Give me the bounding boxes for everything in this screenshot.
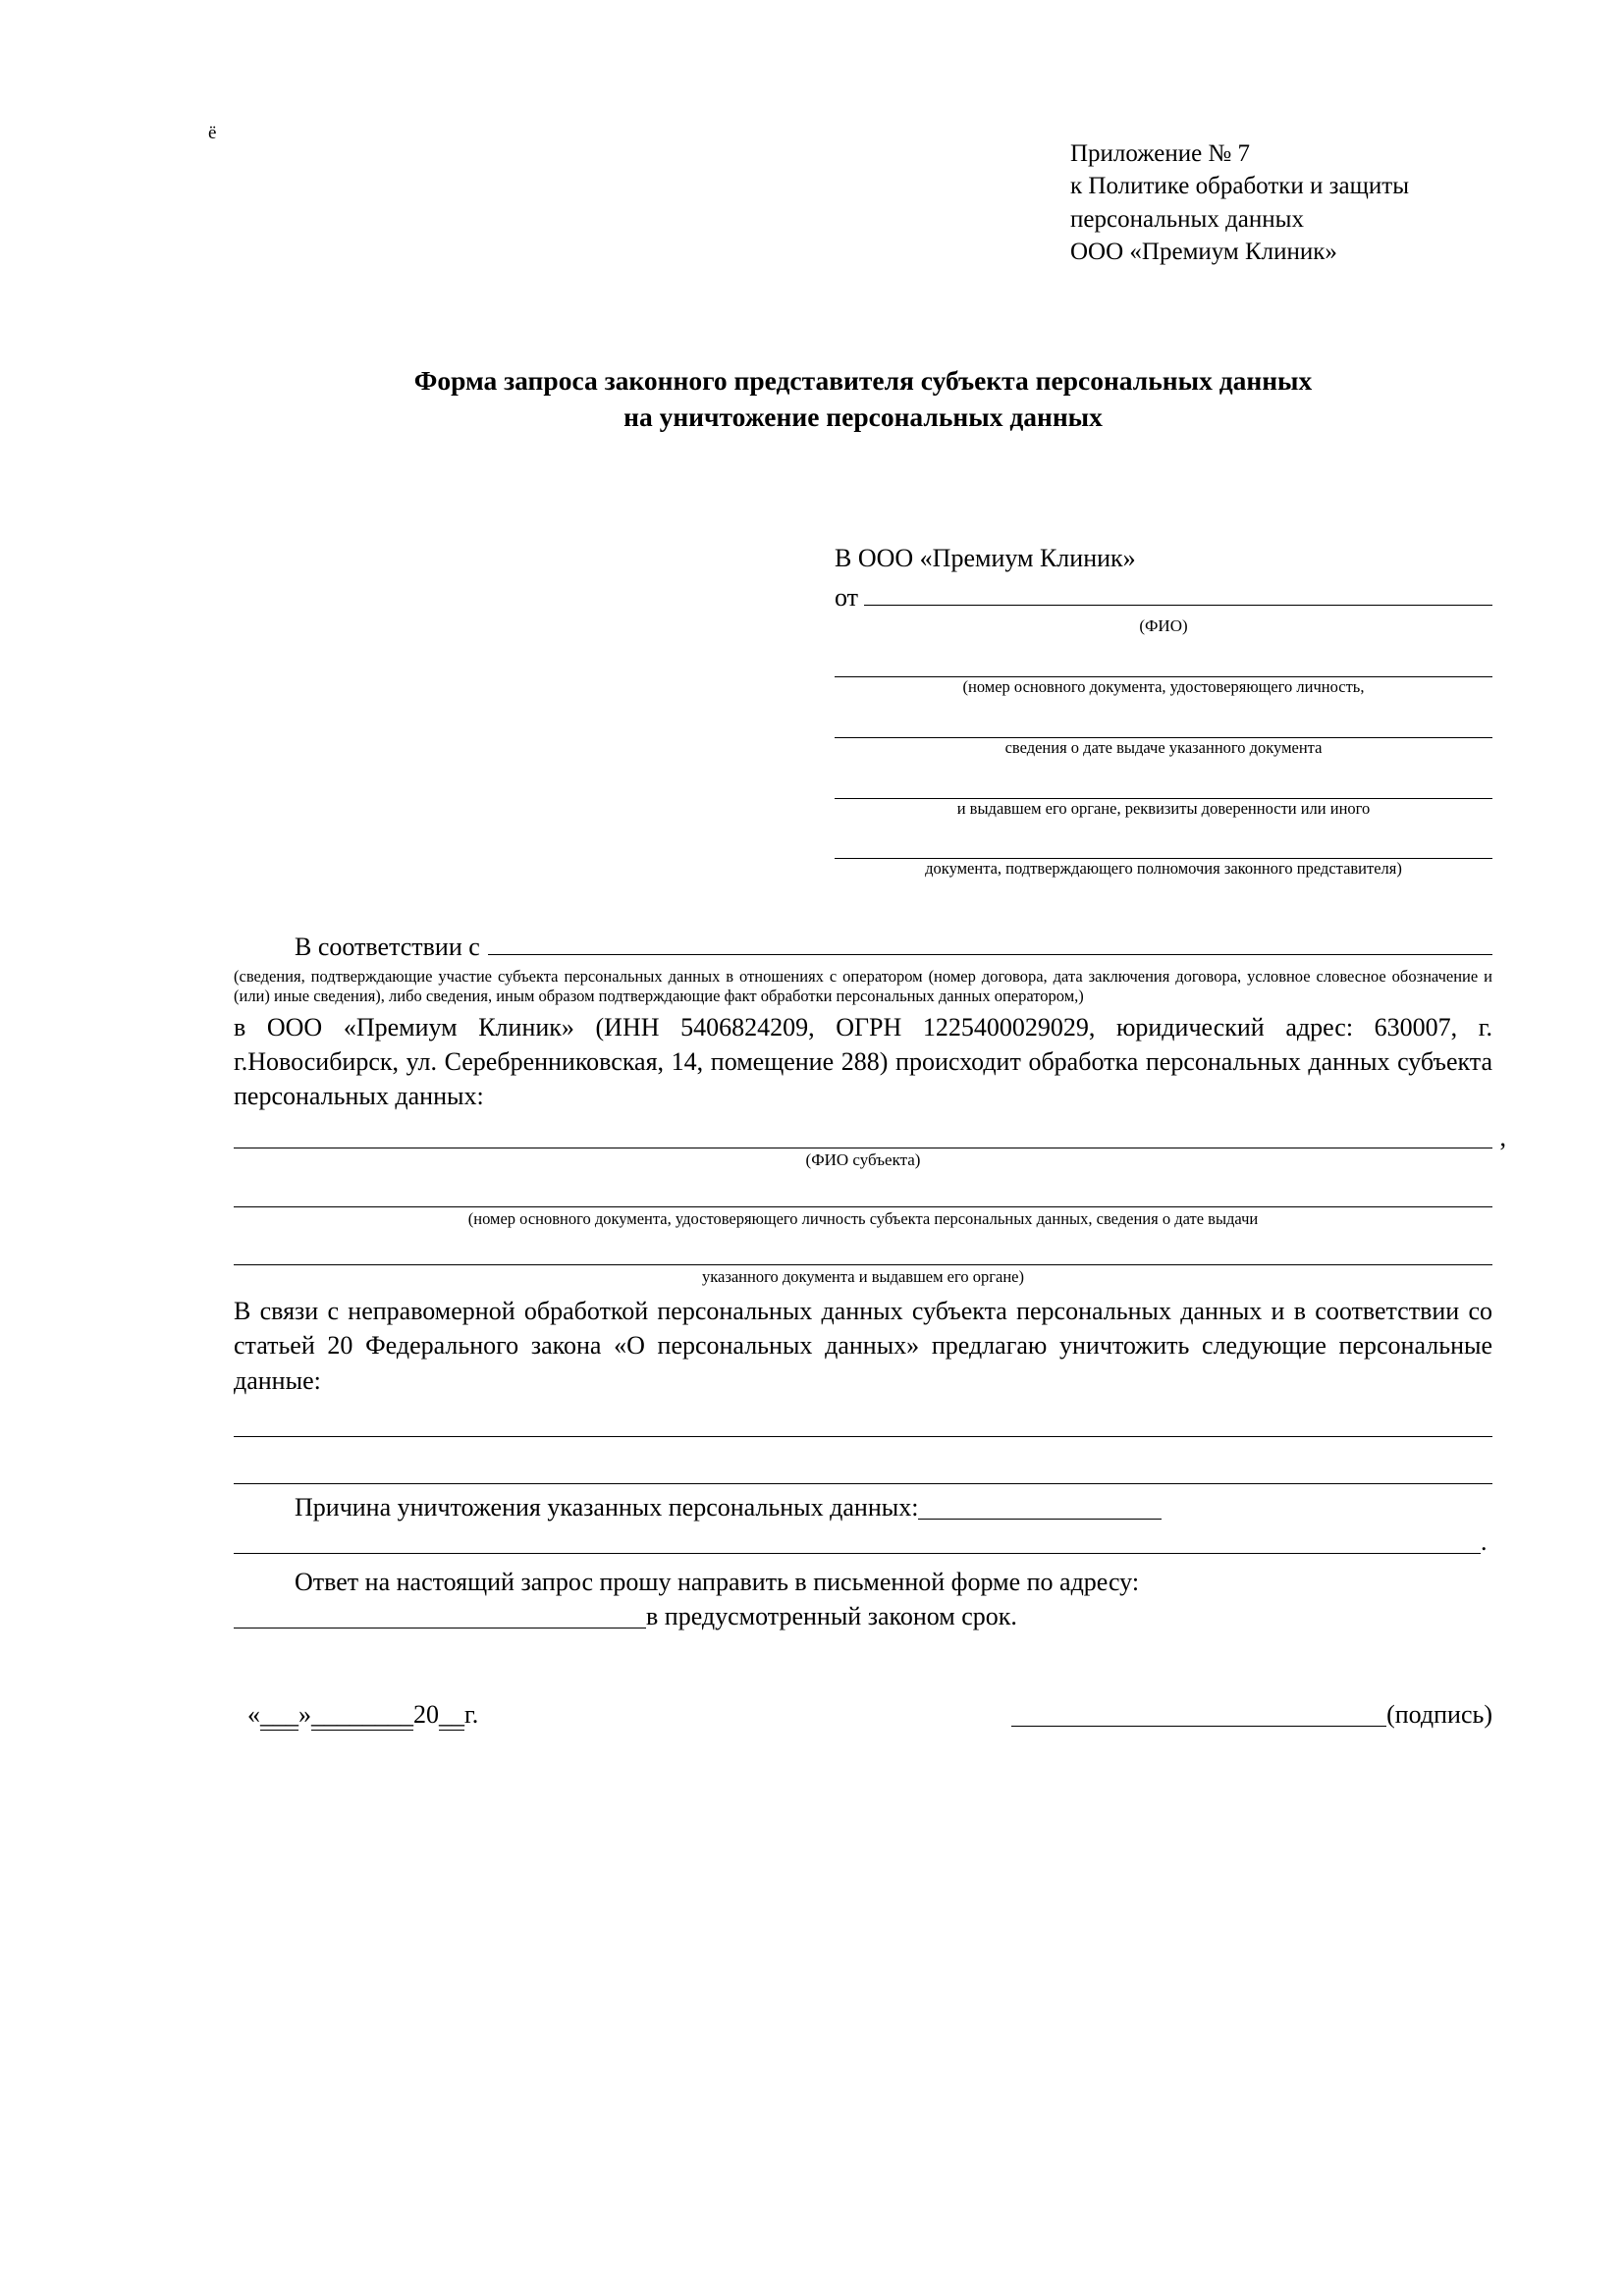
addressee-block: [835, 542, 1492, 880]
accordance-note: (сведения, подтверждающие участие субъекта персональных данных в отношениях с оператором (номер договора, дата заключения договора, условное словесное обозначение и (или) иные сведения), либо сведения, иным образом подтверждающие факт обработки персональных данных оператором,): [234, 966, 1492, 1005]
appendix-line-1: Приложение № 7: [1070, 140, 1251, 167]
answer-address-input-line[interactable]: [234, 1608, 646, 1629]
unlawful-paragraph: В связи с неправомерной обработкой персональных данных субъекта персональных данных и в соответствии со статьей 20 Федерального закона «О персональных данных» предлагаю уничтожить следующие персональные данные:: [234, 1297, 1492, 1395]
accordance-label: В соответствии с: [295, 932, 480, 961]
signature-field: [1011, 1700, 1492, 1730]
caption-document-issuer: и выдавшем его органе, реквизиты доверенности или иного: [956, 798, 1371, 818]
caption-document-number: (номер основного документа, удостоверяющего личность,: [962, 677, 1365, 697]
signature-caption: (подпись): [1386, 1699, 1492, 1729]
page-title: [234, 362, 1492, 436]
date-field: [247, 1700, 478, 1731]
date-close-quote: »: [298, 1699, 311, 1729]
doc-date-input-line[interactable]: [835, 716, 1492, 738]
appendix-header: [1070, 137, 1492, 268]
doc-issuer-input-line[interactable]: [835, 776, 1492, 799]
body-block: [234, 931, 1506, 1633]
reason-row: [234, 1490, 1492, 1524]
document-content: [234, 137, 1506, 1731]
subject-doc-input-line[interactable]: [234, 1182, 1492, 1207]
date-suffix: г.: [464, 1699, 479, 1729]
subject-doc-issuer-input-line[interactable]: [234, 1240, 1492, 1265]
page-title-line-2: на уничтожение персональных данных: [623, 401, 1103, 433]
date-year-prefix: 20: [413, 1699, 439, 1729]
from-field-row: [835, 581, 1492, 614]
subject-fio-row: [234, 1122, 1506, 1151]
date-year-input[interactable]: __: [439, 1699, 464, 1729]
caption-subject-doc-2: указанного документа и выдавшем его органе): [702, 1267, 1024, 1287]
signature-input-line[interactable]: [1011, 1706, 1386, 1727]
reason-label: Причина уничтожения указанных персональных данных:: [295, 1492, 919, 1522]
answer-label: Ответ на настоящий запрос прошу направить в письменной форме по адресу:: [295, 1567, 1140, 1596]
subject-fio-input-line[interactable]: [234, 1123, 1492, 1148]
answer-row-2: [234, 1599, 1492, 1633]
appendix-line-3: персональных данных: [1070, 205, 1304, 233]
accordance-input-line[interactable]: [488, 933, 1492, 955]
doc-number-input-line[interactable]: [835, 655, 1492, 677]
appendix-line-2: к Политике обработки и защиты: [1070, 173, 1410, 200]
subject-fio-comma: ,: [1499, 1122, 1506, 1151]
data-to-destroy-line-1[interactable]: [234, 1412, 1492, 1437]
date-open-quote: «: [247, 1699, 260, 1729]
answer-tail: в предусмотренный законом срок.: [646, 1601, 1017, 1630]
answer-row: [234, 1565, 1492, 1599]
date-month-input[interactable]: ________: [311, 1699, 413, 1729]
reason-input-line-1[interactable]: [918, 1499, 1162, 1520]
caption-subject-doc-1: (номер основного документа, удостоверяющего личность субъекта персональных данных, сведения о дате выдачи: [467, 1209, 1259, 1229]
caption-document-date: сведения о дате выдаче указанного документа: [1004, 738, 1323, 758]
date-day-input[interactable]: ___: [260, 1699, 298, 1729]
stray-character: ё: [208, 123, 217, 143]
reason-input-line-2[interactable]: [234, 1533, 1481, 1554]
operator-paragraph: в ООО «Премиум Клиник» (ИНН 5406824209, ОГРН 1225400029029, юридический адрес: 630007, г. г.Новосибирск, ул. Серебренниковская, 14, помещение 288) происходит обработка персональных данных субъекта персональных данных:: [234, 1013, 1492, 1111]
caption-fio: (ФИО): [1139, 616, 1188, 636]
from-label: от: [835, 582, 859, 612]
page-title-line-1: Форма запроса законного представителя субъекта персональных данных: [413, 365, 1313, 396]
appendix-line-4: ООО «Премиум Клиник»: [1070, 238, 1337, 265]
doc-authority-input-line[interactable]: [835, 836, 1492, 859]
footer-row: [234, 1700, 1492, 1731]
from-input-line[interactable]: [864, 583, 1492, 606]
reason-tail: .: [1481, 1526, 1488, 1556]
data-to-destroy-line-2[interactable]: [234, 1459, 1492, 1484]
caption-document-authority: документа, подтверждающего полномочия законного представителя): [925, 859, 1402, 879]
addressee-organization: В ООО «Премиум Клиник»: [835, 543, 1136, 572]
accordance-row: [234, 931, 1492, 965]
caption-subject-fio: (ФИО субъекта): [805, 1150, 921, 1170]
reason-row-2: [234, 1524, 1492, 1559]
